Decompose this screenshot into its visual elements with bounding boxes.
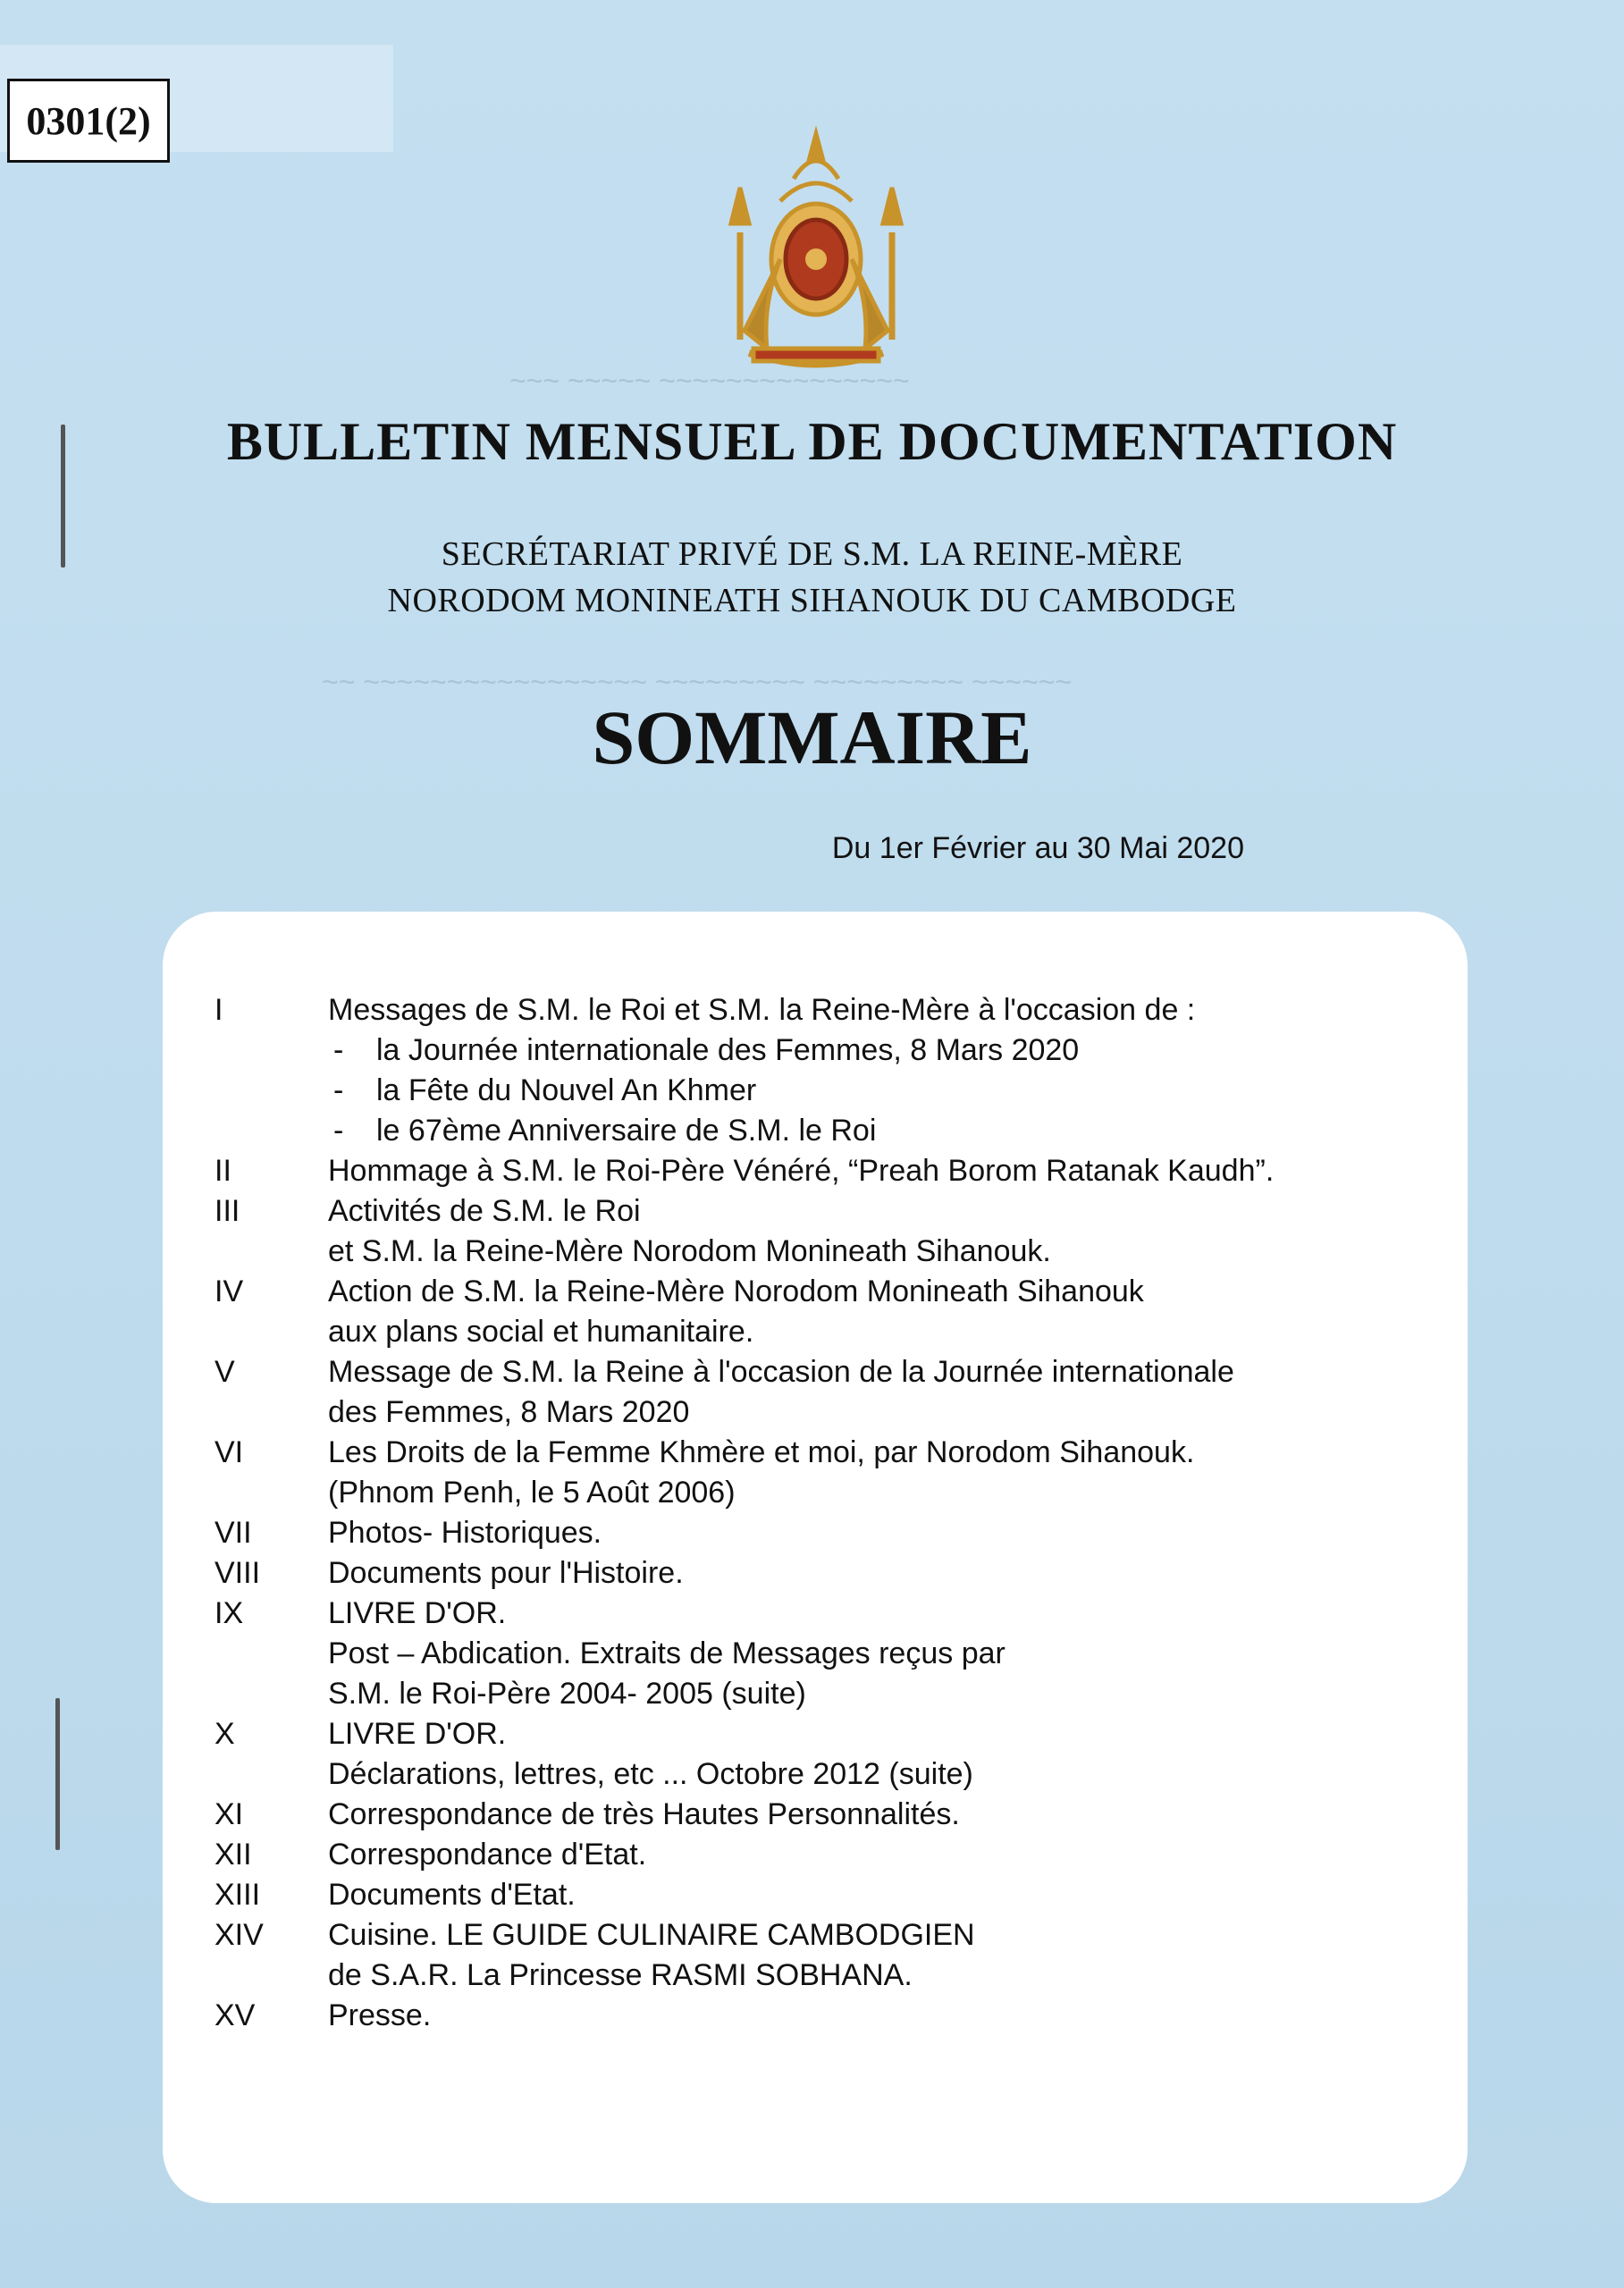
toc-entry-line: Déclarations, lettres, etc ... Octobre 2012 (suite) <box>328 1757 973 1791</box>
toc-entry-line: Hommage à S.M. le Roi-Père Vénéré, “Preah Borom Ratanak Kaudh”. <box>328 1154 1275 1188</box>
toc-entry-body <box>328 1996 1448 2036</box>
toc-entry-body <box>328 1191 1448 1272</box>
toc-entry-line: Documents pour l'Histoire. <box>328 1556 684 1590</box>
date-range: Du 1er Février au 30 Mai 2020 <box>831 831 1244 865</box>
bullet-dash: - <box>333 1033 344 1067</box>
toc-entry <box>215 1996 1448 2036</box>
toc-entry <box>215 1151 1448 1191</box>
toc-subitem <box>328 1111 1448 1151</box>
toc-entry <box>215 1835 1448 1875</box>
toc-entry-line: Activités de S.M. le Roi <box>328 1194 641 1228</box>
toc-entry-line: Photos- Historiques. <box>328 1516 602 1550</box>
bullet-dash: - <box>333 1114 344 1148</box>
toc-entry-line: de S.A.R. La Princesse RASMI SOBHANA. <box>328 1958 913 1992</box>
sommaire-heading: SOMMAIRE <box>592 694 1032 780</box>
toc-entry-line: LIVRE D'OR. <box>328 1596 507 1630</box>
toc-entry-line: aux plans social et humanitaire. <box>328 1315 754 1349</box>
toc-entry-line: et S.M. la Reine-Mère Norodom Monineath Sihanouk. <box>328 1234 1051 1268</box>
toc-subitem-text: le 67ème Anniversaire de S.M. le Roi <box>376 1114 877 1148</box>
toc-subitem-text: la Fête du Nouvel An Khmer <box>376 1073 757 1107</box>
toc-entry-number: XIII <box>215 1878 261 1912</box>
toc-entry-number: XI <box>215 1797 244 1831</box>
toc-entry-body <box>328 1714 1448 1795</box>
toc-entry-body <box>328 1875 1448 1915</box>
toc-entry-number: IV <box>215 1274 244 1308</box>
toc-entry-number: XV <box>215 1998 256 2032</box>
toc-entry-line: Correspondance de très Hautes Personnalités. <box>328 1797 960 1831</box>
toc-entry-number: VII <box>215 1516 252 1550</box>
toc-entry-body <box>328 1553 1448 1594</box>
toc-entry-number: III <box>215 1194 240 1228</box>
bullet-dash: - <box>333 1073 344 1107</box>
toc-entry-number: VI <box>215 1435 244 1469</box>
toc-entry-body <box>328 1352 1448 1433</box>
toc-entry-number: VIII <box>215 1556 261 1590</box>
toc-entry-line: Presse. <box>328 1998 432 2032</box>
table-of-contents <box>215 990 1448 2036</box>
toc-entry-body <box>328 1835 1448 1875</box>
toc-entry <box>215 1553 1448 1594</box>
toc-entry-line: Action de S.M. la Reine-Mère Norodom Monineath Sihanouk <box>328 1274 1144 1308</box>
toc-entry-line: Messages de S.M. le Roi et S.M. la Reine-Mère à l'occasion de : <box>328 993 1196 1027</box>
toc-entry <box>215 1272 1448 1352</box>
toc-entry-body <box>328 1433 1448 1513</box>
toc-entry-number: V <box>215 1355 235 1389</box>
toc-entry-line: des Femmes, 8 Mars 2020 <box>328 1395 690 1429</box>
subtitle-line-2: NORODOM MONINEATH SIHANOUK DU CAMBODGE <box>387 582 1237 619</box>
toc-entry-number: II <box>215 1154 231 1188</box>
toc-entry-number: XII <box>215 1838 252 1872</box>
toc-entry <box>215 990 1448 1151</box>
toc-entry-body <box>328 1513 1448 1553</box>
toc-subitem <box>328 1030 1448 1071</box>
toc-entry-line: Documents d'Etat. <box>328 1878 576 1912</box>
toc-entry-line: Post – Abdication. Extraits de Messages reçus par <box>328 1636 1006 1670</box>
toc-entry-line: S.M. le Roi-Père 2004- 2005 (suite) <box>328 1677 806 1711</box>
bleed-through-text: ~~ ~~~~~~~~~~~~~~~~~ ~~~~~~~~~ ~~~~~~~~~ ~~~~~~ <box>322 666 1073 698</box>
toc-entry-body <box>328 1151 1448 1191</box>
toc-entry <box>215 1594 1448 1714</box>
toc-entry <box>215 1513 1448 1553</box>
toc-entry <box>215 1795 1448 1835</box>
toc-entry <box>215 1433 1448 1513</box>
toc-entry-body <box>328 1795 1448 1835</box>
toc-entry-body <box>328 1272 1448 1352</box>
toc-entry <box>215 1875 1448 1915</box>
toc-entry-line: Message de S.M. la Reine à l'occasion de la Journée internationale <box>328 1355 1234 1389</box>
toc-entry <box>215 1915 1448 1996</box>
toc-entry-body <box>328 990 1448 1151</box>
toc-entry-line: (Phnom Penh, le 5 Août 2006) <box>328 1476 736 1510</box>
toc-entry-line: Cuisine. LE GUIDE CULINAIRE CAMBODGIEN <box>328 1918 975 1952</box>
bleed-through-text: ~~~ ~~~~~ ~~~~~~~~~~~~~~~ <box>509 365 910 397</box>
toc-entry <box>215 1191 1448 1272</box>
toc-entry-number: X <box>215 1717 235 1751</box>
toc-entry-line: Les Droits de la Femme Khmère et moi, par Norodom Sihanouk. <box>328 1435 1195 1469</box>
toc-subitem <box>328 1071 1448 1111</box>
toc-entry-number: XIV <box>215 1918 264 1952</box>
toc-entry-number: IX <box>215 1596 244 1630</box>
bulletin-title: BULLETIN MENSUEL DE DOCUMENTATION <box>226 412 1398 471</box>
toc-entry <box>215 1714 1448 1795</box>
binder-hole-bottom <box>55 1698 60 1850</box>
toc-entry-body <box>328 1594 1448 1714</box>
toc-entry-line: LIVRE D'OR. <box>328 1717 507 1751</box>
reference-label: 0301(2) <box>7 79 170 163</box>
toc-entry-body <box>328 1915 1448 1996</box>
royal-coat-of-arms-emblem <box>709 125 923 384</box>
subtitle-line-1: SECRÉTARIAT PRIVÉ DE S.M. LA REINE-MÈRE <box>441 535 1183 573</box>
toc-entry-line: Correspondance d'Etat. <box>328 1838 647 1872</box>
toc-entry <box>215 1352 1448 1433</box>
toc-entry-number: I <box>215 993 223 1027</box>
toc-subitem-text: la Journée internationale des Femmes, 8 Mars 2020 <box>376 1033 1080 1067</box>
